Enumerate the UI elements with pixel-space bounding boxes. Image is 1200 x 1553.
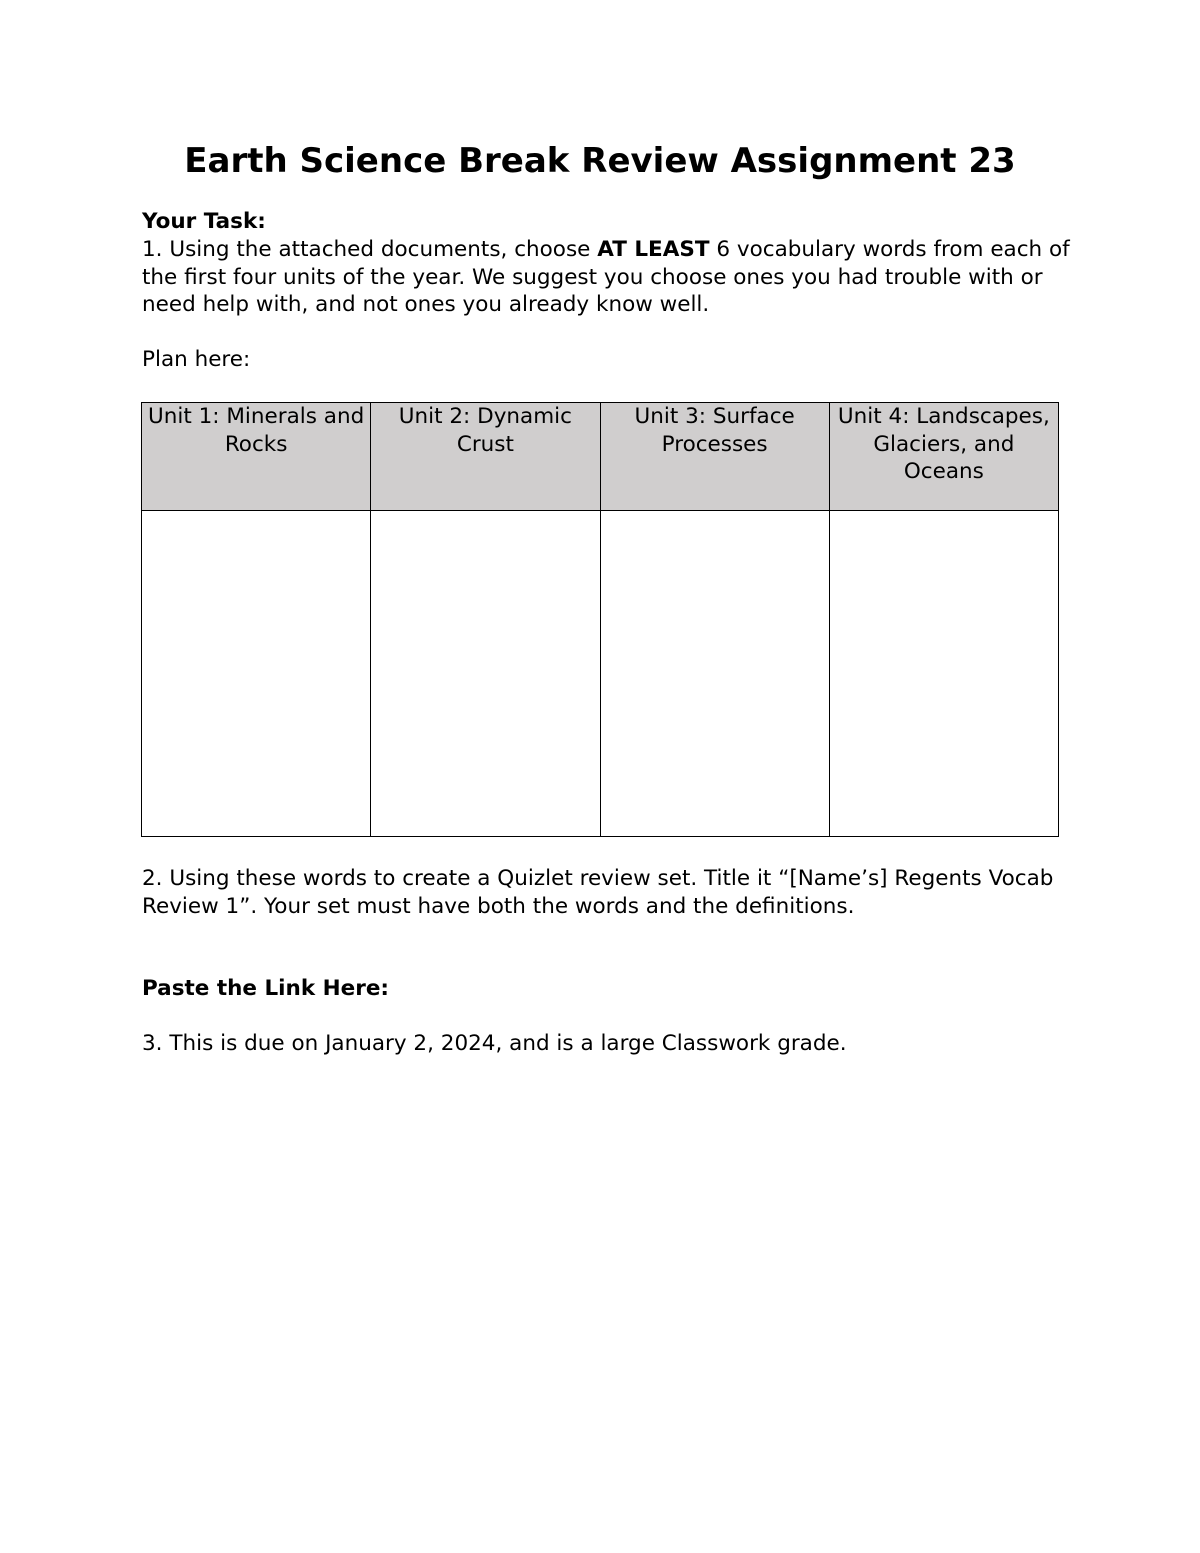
- task-item-1-emphasis: AT LEAST: [597, 237, 710, 262]
- plan-table-entry-row: [142, 511, 1059, 837]
- unit-1-header: Unit 1: Minerals and Rocks: [142, 403, 371, 511]
- plan-table-header-row: [142, 403, 1059, 511]
- task-item-3: 3. This is due on January 2, 2024, and is a large Classwork grade.: [142, 1031, 847, 1056]
- unit-3-entry-cell[interactable]: [600, 511, 829, 837]
- paste-link-label: Paste the Link Here:: [142, 976, 389, 1001]
- task-item-1-suffix: 6 vocabulary words from each of the first four units of the year. We suggest you choose ones you had trouble with or need help with, and not ones you already know well.: [142, 237, 1070, 317]
- task-heading: Your Task:: [142, 209, 266, 234]
- page-title: Earth Science Break Review Assignment 23: [184, 141, 1016, 181]
- unit-1-entry-cell[interactable]: [142, 511, 371, 837]
- task-item-1-prefix: 1. Using the attached documents, choose: [142, 237, 598, 262]
- unit-2-entry-cell[interactable]: [371, 511, 600, 837]
- task-item-1: [142, 236, 1072, 319]
- plan-label: Plan here:: [142, 347, 251, 372]
- task-item-2: 2. Using these words to create a Quizlet review set. Title it “[Name’s] Regents Vocab Review 1”. Your set must have both the words and the definitions.: [142, 866, 1054, 919]
- unit-4-entry-cell[interactable]: [829, 511, 1058, 837]
- unit-3-header: Unit 3: Surface Processes: [600, 403, 829, 511]
- unit-4-header: Unit 4: Landscapes, Glaciers, and Oceans: [829, 403, 1058, 511]
- plan-table: [141, 402, 1059, 837]
- unit-2-header: Unit 2: Dynamic Crust: [371, 403, 600, 511]
